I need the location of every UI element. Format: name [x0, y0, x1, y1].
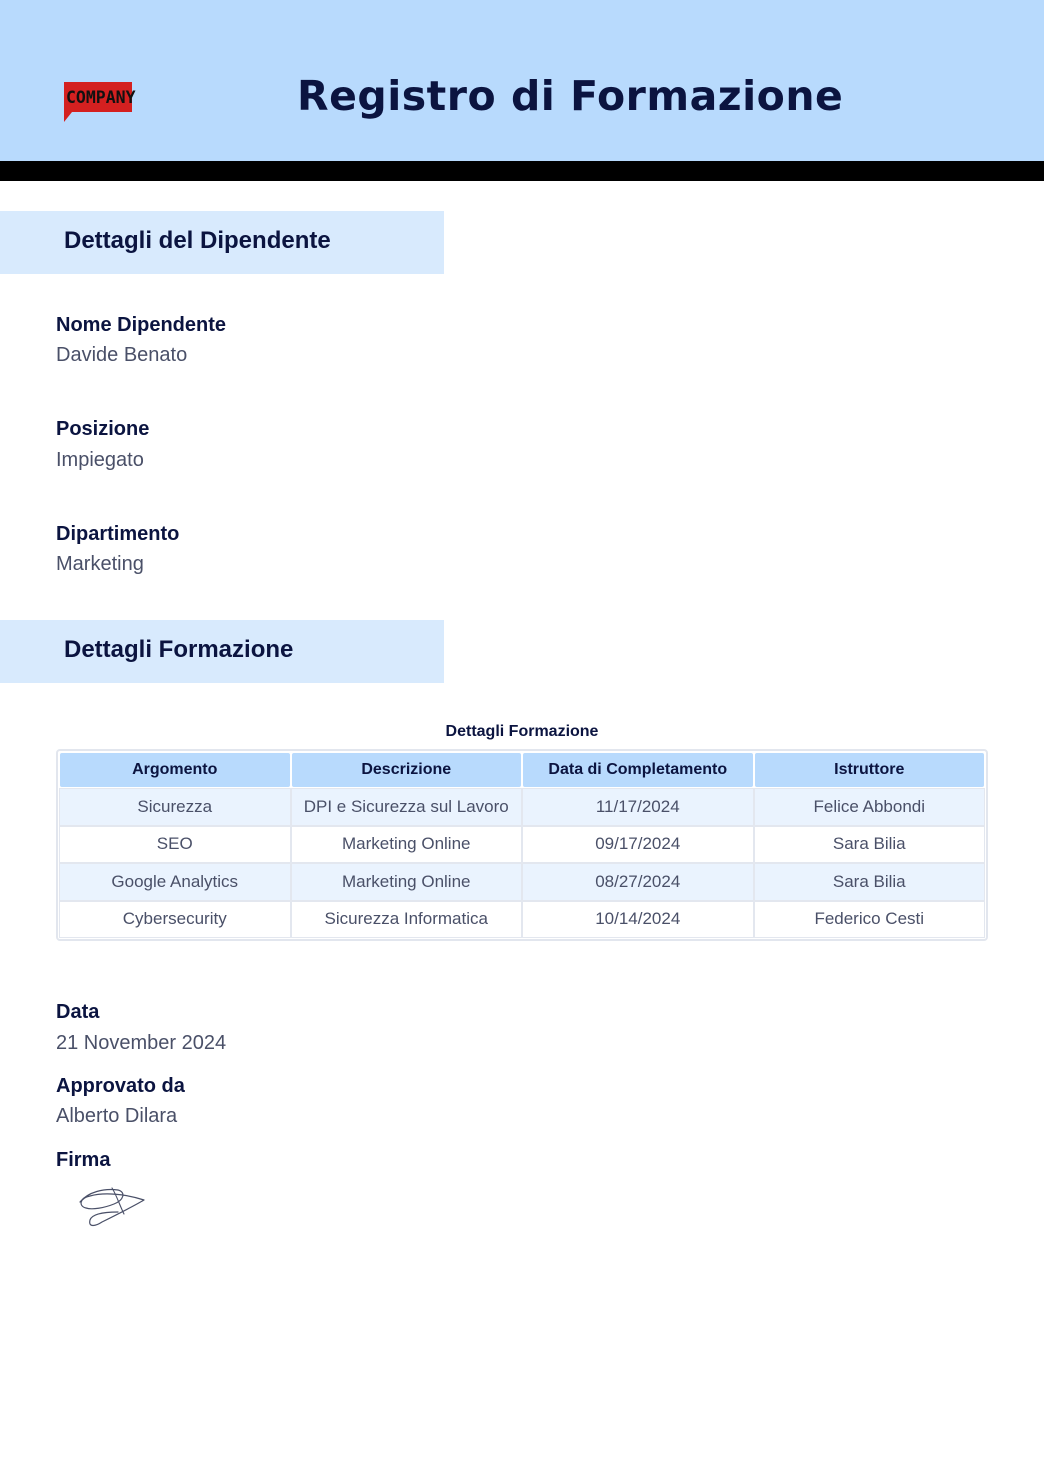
- cell-instructor: Felice Abbondi: [755, 789, 985, 825]
- cell-completion-date: 08/27/2024: [523, 864, 753, 900]
- cell-instructor: Sara Bilia: [755, 864, 985, 900]
- cell-description: Marketing Online: [292, 864, 522, 900]
- cell-completion-date: 10/14/2024: [523, 902, 753, 938]
- page-title: Registro di Formazione: [297, 72, 844, 120]
- position-value: Impiegato: [56, 449, 144, 471]
- table-row: [60, 827, 984, 863]
- svg-text:COMPANY: COMPANY: [66, 88, 136, 107]
- table-header-row: [60, 753, 984, 787]
- training-section-header: [0, 620, 444, 683]
- signature-label: Firma: [56, 1149, 111, 1171]
- employee-name-label: Nome Dipendente: [56, 314, 227, 336]
- table-row: [60, 864, 984, 900]
- cell-topic: SEO: [60, 827, 290, 863]
- date-value: 21 November 2024: [56, 1032, 227, 1054]
- cell-description: DPI e Sicurezza sul Lavoro: [292, 789, 522, 825]
- company-logo: [64, 82, 164, 124]
- date-label: Data: [56, 1001, 100, 1023]
- table-row: [60, 902, 984, 938]
- training-section-title: Dettagli Formazione: [64, 636, 294, 663]
- table-row: [60, 789, 984, 825]
- cell-description: Marketing Online: [292, 827, 522, 863]
- cell-topic: Google Analytics: [60, 864, 290, 900]
- position-label: Posizione: [56, 418, 150, 440]
- cell-completion-date: 11/17/2024: [523, 789, 753, 825]
- employee-section-header: [0, 211, 444, 274]
- column-header-instructor: Istruttore: [755, 753, 985, 787]
- department-label: Dipartimento: [56, 523, 180, 545]
- table-caption: Dettagli Formazione: [445, 723, 599, 740]
- cell-instructor: Federico Cesti: [755, 902, 985, 938]
- employee-name-value: Davide Benato: [56, 344, 188, 366]
- cell-description: Sicurezza Informatica: [292, 902, 522, 938]
- employee-section-title: Dettagli del Dipendente: [64, 227, 331, 254]
- approved-by-label: Approvato da: [56, 1075, 185, 1097]
- training-table: [56, 749, 988, 941]
- cell-topic: Sicurezza: [60, 789, 290, 825]
- cell-completion-date: 09/17/2024: [523, 827, 753, 863]
- cell-instructor: Sara Bilia: [755, 827, 985, 863]
- header-divider-bar: [0, 161, 1044, 181]
- column-header-description: Descrizione: [292, 753, 522, 787]
- cell-topic: Cybersecurity: [60, 902, 290, 938]
- approved-by-value: Alberto Dilara: [56, 1105, 178, 1127]
- signature-image: [74, 1184, 150, 1232]
- column-header-completion-date: Data di Completamento: [523, 753, 753, 787]
- column-header-topic: Argomento: [60, 753, 290, 787]
- department-value: Marketing: [56, 553, 144, 575]
